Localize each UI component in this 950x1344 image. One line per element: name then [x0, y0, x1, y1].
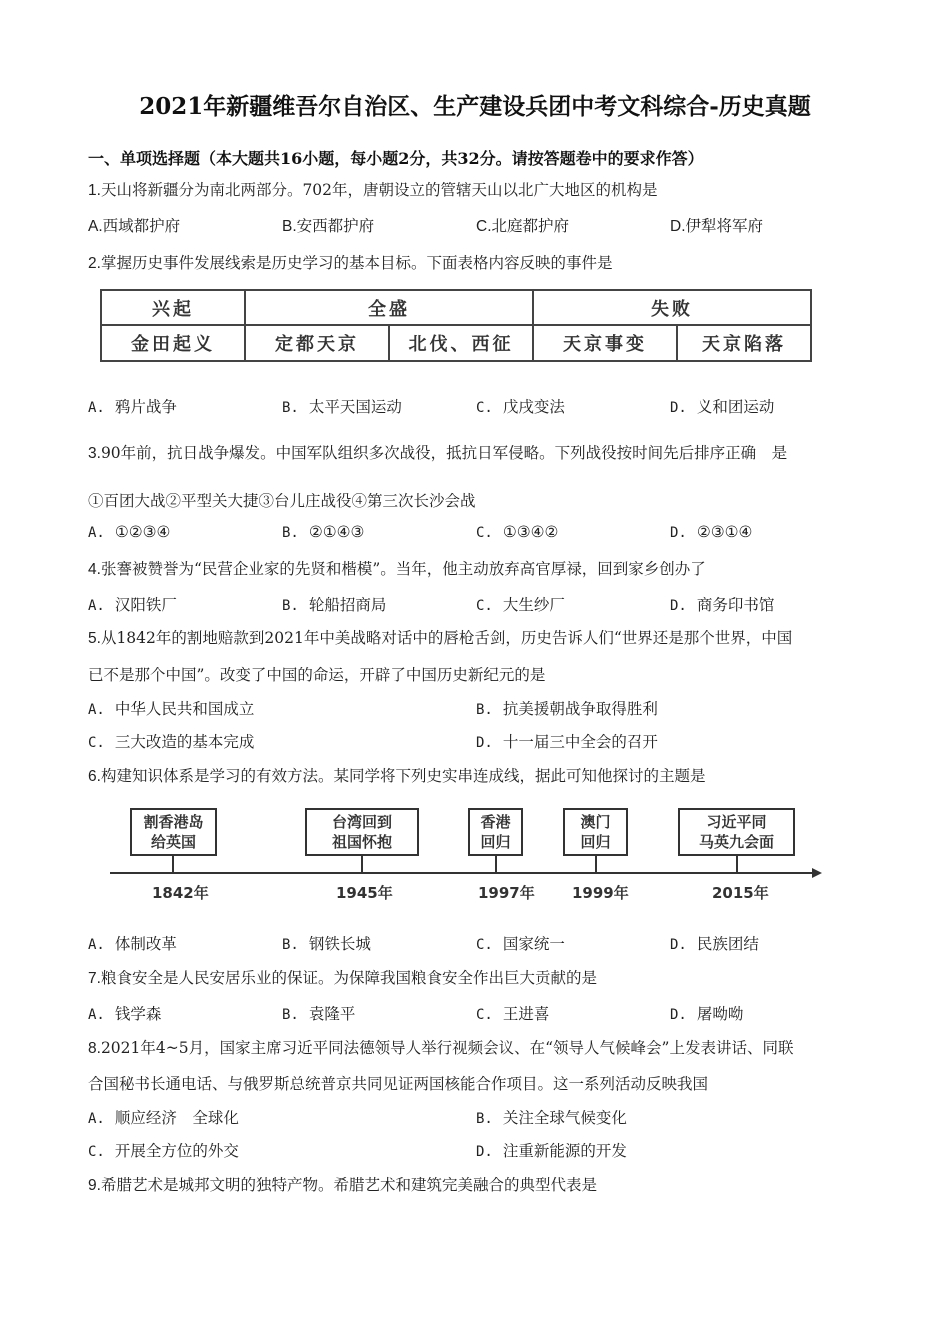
question-number: 6. [88, 768, 101, 785]
question-8 [88, 1036, 793, 1058]
timeline-stem [595, 856, 597, 872]
question-number: 9. [88, 1177, 101, 1194]
question-number: 4. [88, 561, 101, 578]
timeline-stem [361, 856, 363, 872]
q3-option-b: B. ②①④③ [282, 523, 365, 541]
timeline-arrow-icon [812, 868, 822, 878]
timeline-event: 台湾回到 祖国怀抱 [305, 808, 419, 856]
question-number: 3. [88, 445, 101, 462]
question-stem: 粮食安全是人民安居乐业的保证。为保障我国粮食安全作出巨大贡献的是 [100, 969, 597, 987]
question-6 [88, 764, 705, 786]
q1-option-a: A.西域都护府 [88, 217, 181, 235]
q4-option-d: D. 商务印书馆 [670, 596, 775, 614]
q2-option-d: D. 义和团运动 [670, 398, 775, 416]
question-number: 1. [88, 182, 101, 199]
question-stem: 构建知识体系是学习的有效方法。某同学将下列史实串连成线，据此可知他探讨的主题是 [100, 767, 706, 785]
q1-option-d: D.伊犁将军府 [670, 217, 764, 235]
question-stem: 从1842年的割地赔款到2021年中美战略对话中的唇枪舌剑，历史告诉人们“世界还是那个世界，中国 [100, 629, 793, 647]
question-number: 7. [88, 970, 101, 987]
question-number: 2. [88, 255, 101, 272]
table-cell: 金田起义 [101, 325, 245, 361]
timeline-event: 澳门 回归 [563, 808, 628, 856]
question-5 [88, 626, 792, 648]
question-stem: 掌握历史事件发展线索是历史学习的基本目标。下面表格内容反映的事件是 [100, 254, 613, 272]
question-5-cont: 已不是那个中国”。改变了中国的命运，开辟了中国历史新纪元的是 [88, 666, 546, 684]
q3-option-c: C. ①③④② [476, 523, 559, 541]
q2-option-c: C. 戊戌变法 [476, 398, 565, 416]
timeline-year: 1997年 [478, 884, 535, 902]
history-table [100, 289, 812, 362]
question-7 [88, 966, 597, 988]
q8-option-c: C. 开展全方位的外交 [88, 1142, 239, 1160]
q2-option-a: A. 鸦片战争 [88, 398, 177, 416]
q6-option-d: D. 民族团结 [670, 935, 759, 953]
question-stem: 希腊艺术是城邦文明的独特产物。希腊艺术和建筑完美融合的典型代表是 [100, 1176, 597, 1194]
timeline-stem [172, 856, 174, 872]
table-header: 全盛 [245, 290, 533, 325]
q6-option-a: A. 体制改革 [88, 935, 177, 953]
timeline-year: 1842年 [152, 884, 209, 902]
table-header: 兴起 [101, 290, 245, 325]
table-cell: 天京事变 [533, 325, 677, 361]
q1-option-c: C.北庭都护府 [476, 217, 570, 235]
q2-option-b: B. 太平天国运动 [282, 398, 402, 416]
question-number: 5. [88, 630, 101, 647]
page-title: 2021年新疆维吾尔自治区、生产建设兵团中考文科综合-历史真题 [139, 93, 811, 120]
q4-option-a: A. 汉阳铁厂 [88, 596, 177, 614]
q5-option-b: B. 抗美援朝战争取得胜利 [476, 700, 658, 718]
question-stem: 90年前，抗日战争爆发。中国军队组织多次战役，抵抗日军侵略。下列战役按时间先后排序正确 是 [100, 444, 788, 462]
q3-option-d: D. ②③①④ [670, 523, 753, 541]
q7-option-a: A. 钱学森 [88, 1005, 162, 1023]
section-heading: 一、单项选择题（本大题共16小题，每小题2分，共32分。请按答题卷中的要求作答） [88, 149, 704, 168]
timeline-axis [110, 872, 816, 874]
q6-option-c: C. 国家统一 [476, 935, 565, 953]
q3-items: ①百团大战②平型关大捷③台儿庄战役④第三次长沙会战 [88, 492, 476, 510]
timeline-event: 习近平同 马英九会面 [678, 808, 795, 856]
timeline-event: 香港 回归 [468, 808, 523, 856]
question-stem: 天山将新疆分为南北两部分。702年，唐朝设立的管辖天山以北广大地区的机构是 [100, 181, 658, 199]
timeline-event: 割香港岛 给英国 [130, 808, 217, 856]
q5-option-a: A. 中华人民共和国成立 [88, 700, 255, 718]
question-2 [88, 251, 612, 273]
q7-option-d: D. 屠呦呦 [670, 1005, 744, 1023]
timeline-year: 1945年 [336, 884, 393, 902]
question-1 [88, 178, 658, 200]
table-header: 失败 [533, 290, 811, 325]
q1-option-b: B.安西都护府 [282, 217, 375, 235]
question-4 [88, 557, 706, 579]
q8-option-b: B. 关注全球气候变化 [476, 1109, 627, 1127]
q4-option-b: B. 轮船招商局 [282, 596, 387, 614]
q4-option-c: C. 大生纱厂 [476, 596, 565, 614]
table-cell: 北伐、西征 [389, 325, 533, 361]
q5-option-d: D. 十一届三中全会的召开 [476, 733, 658, 751]
table-cell: 定都天京 [245, 325, 389, 361]
table-cell: 天京陷落 [677, 325, 811, 361]
q3-option-a: A. ①②③④ [88, 523, 171, 541]
question-9 [88, 1173, 597, 1195]
question-8-cont: 合国秘书长通电话、与俄罗斯总统普京共同见证两国核能合作项目。这一系列活动反映我国 [88, 1075, 709, 1093]
q6-option-b: B. 钢铁长城 [282, 935, 371, 953]
q5-option-c: C. 三大改造的基本完成 [88, 733, 255, 751]
timeline-stem [495, 856, 497, 872]
timeline-year: 2015年 [712, 884, 769, 902]
timeline-stem [736, 856, 738, 872]
q8-option-a: A. 顺应经济 全球化 [88, 1109, 239, 1127]
q7-option-c: C. 王进喜 [476, 1005, 550, 1023]
q8-option-d: D. 注重新能源的开发 [476, 1142, 627, 1160]
question-3 [88, 441, 787, 463]
timeline-year: 1999年 [572, 884, 629, 902]
question-number: 8. [88, 1040, 101, 1057]
question-stem: 2021年4~5月，国家主席习近平同法德领导人举行视频会议、在“领导人气候峰会”上发表讲话、同联 [100, 1039, 794, 1057]
question-stem: 张謇被赞誉为“民营企业家的先贤和楷模”。当年，他主动放弃高官厚禄，回到家乡创办了 [100, 560, 706, 578]
q7-option-b: B. 袁隆平 [282, 1005, 356, 1023]
